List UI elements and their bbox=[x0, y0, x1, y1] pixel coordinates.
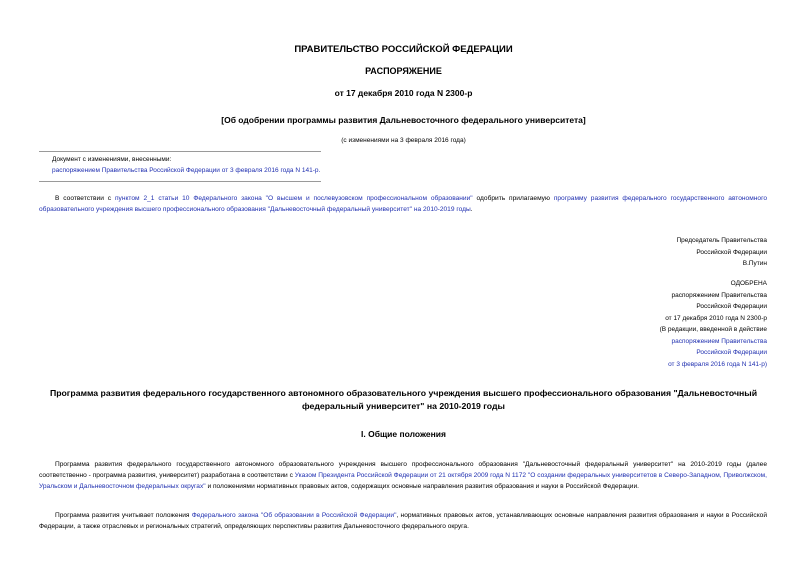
approval-line: Российской Федерации bbox=[696, 303, 767, 310]
intro-text-3: . bbox=[470, 206, 473, 213]
program-link[interactable]: программу развития федерального государственного автономного образовательного учреждения высшего профессионального образования "Дальневосточный федеральный университет" на 2010-2019 годы bbox=[39, 195, 767, 213]
program-title: Программа развития федерального государственного автономного образовательного учреждения высшего профессионального образования "Дальневосточный федеральный университет" на 2010-2019 годы bbox=[49, 388, 758, 411]
approval-amendment-link[interactable]: Российской Федерации bbox=[696, 349, 767, 356]
signature-name: В.Путин bbox=[742, 260, 767, 267]
p2-text-1: Программа развития учитывает положения bbox=[55, 512, 192, 519]
amendments-block bbox=[52, 166, 320, 176]
law-article-link[interactable]: пунктом 2_1 статьи 10 Федерального закона "О высшем и послевузовском профессиональном образовании" bbox=[114, 195, 473, 202]
p1-text-2: и положениями нормативных правовых актов, содержащих основные направления развития образования и науки в Российской Федерации. bbox=[205, 483, 639, 490]
signature-position: Председатель Правительства bbox=[676, 237, 767, 244]
education-law-link[interactable]: Федерального закона "Об образовании в Российской Федерации" bbox=[191, 512, 397, 519]
divider-bottom bbox=[39, 181, 321, 182]
signature-block bbox=[676, 235, 767, 270]
edition-note: (с изменениями на 3 февраля 2016 года) bbox=[341, 137, 466, 144]
document-subject: [Об одобрении программы развития Дальневосточного федерального университета] bbox=[221, 115, 586, 125]
document-type: РАСПОРЯЖЕНИЕ bbox=[365, 66, 442, 76]
approval-line: распоряжением Правительства bbox=[671, 291, 767, 299]
divider-top bbox=[39, 151, 321, 152]
section-paragraph-2 bbox=[39, 510, 767, 532]
intro-text-1: В соответствии с bbox=[55, 195, 115, 202]
amendment-link[interactable]: распоряжением Правительства Российской Федерации от 3 февраля 2016 года N 141-р. bbox=[52, 167, 321, 174]
government-heading: ПРАВИТЕЛЬСТВО РОССИЙСКОЙ ФЕДЕРАЦИИ bbox=[294, 44, 513, 55]
approval-title: ОДОБРЕНА bbox=[730, 280, 767, 287]
p2-text-2: , нормативных правовых актов, устанавливающих основные направления развития образования и науки в Российской Федерации, а также отраслевых и региональных стратегий, определяющих перспективы развития Дальневосточного федерального округа. bbox=[39, 512, 768, 530]
intro-paragraph bbox=[39, 193, 767, 215]
signature-country: Российской Федерации bbox=[696, 248, 767, 256]
document-date-number: от 17 декабря 2010 года N 2300-р bbox=[334, 88, 473, 98]
approval-line: от 17 декабря 2010 года N 2300-р bbox=[665, 314, 767, 322]
approval-amendment-link[interactable]: от 3 февраля 2016 года N 141-р) bbox=[668, 360, 767, 368]
approval-line: (В редакции, введенной в действие bbox=[659, 326, 767, 333]
section-paragraph-1 bbox=[39, 459, 767, 492]
section-heading: I. Общие положения bbox=[361, 429, 446, 439]
p1-text-1: Программа развития федерального государственного автономного образовательного учреждения высшего профессионального образования "Дальневосточный федеральный университет" на 2010-2019 годы (далее соответственно - программа развития, университет) разработана в соответствии с bbox=[39, 461, 767, 479]
presidential-decree-link[interactable]: Указом Президента Российской Федерации от 21 октября 2009 года N 1172 "О создании федеральных университетов в Северо-Западном, Приволжском, Уральском и Дальневосточном федеральных округах" bbox=[39, 472, 767, 490]
amendments-label: Документ с изменениями, внесенными: bbox=[52, 156, 172, 163]
approval-amendment-link[interactable]: распоряжением Правительства bbox=[671, 337, 767, 345]
intro-text-2: одобрить прилагаемую bbox=[472, 195, 554, 202]
approval-block bbox=[660, 278, 767, 370]
